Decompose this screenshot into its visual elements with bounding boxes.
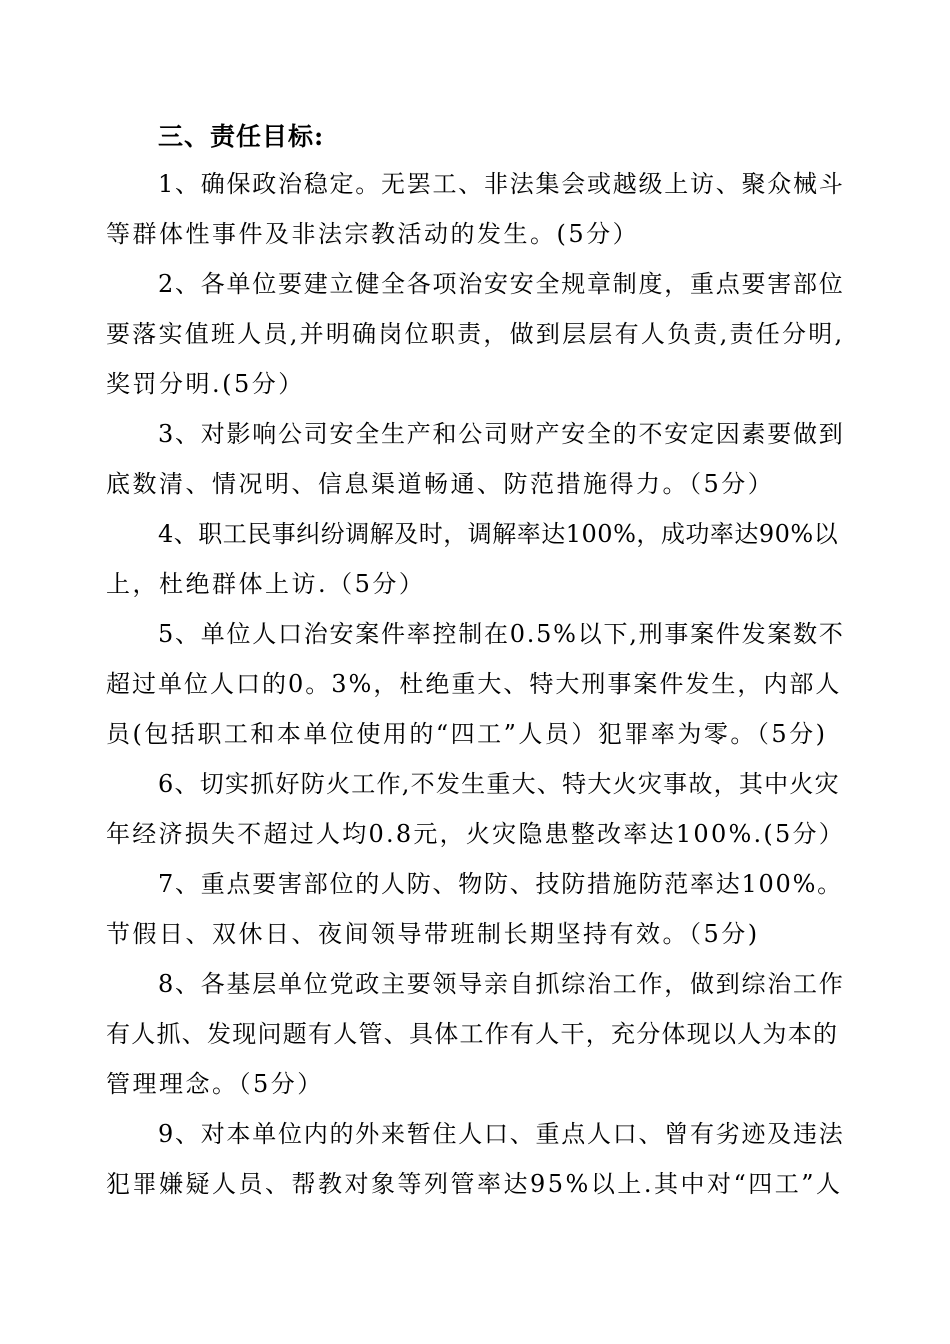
text-line: 7、重点要害部位的人防、物防、技防措施防范率达100%。 bbox=[158, 870, 843, 898]
text-line: 上，杜绝群体上访.（5分） bbox=[106, 570, 426, 598]
text-line: 有人抓、发现问题有人管、具体工作有人干，充分体现以人为本的 bbox=[106, 1020, 839, 1048]
text-line: 奖罚分明.(5分） bbox=[106, 370, 305, 398]
text-line: 3、对影响公司安全生产和公司财产安全的不安定因素要做到 bbox=[158, 420, 845, 448]
text-line: 6、切实抓好防火工作,不发生重大、特大火灾事故，其中火灾 bbox=[158, 770, 840, 798]
text-line: 9、对本单位内的外来暂住人口、重点人口、曾有劣迹及违法 bbox=[158, 1120, 845, 1148]
text-line: 超过单位人口的0。3%，杜绝重大、特大刑事案件发生，内部人 bbox=[106, 670, 842, 698]
text-line: 节假日、双休日、夜间领导带班制长期坚持有效。（5分) bbox=[106, 920, 760, 948]
text-line: 8、各基层单位党政主要领导亲自抓综治工作，做到综治工作 bbox=[158, 970, 845, 998]
text-line: 4、职工民事纠纷调解及时，调解率达100%，成功率达90%以 bbox=[158, 520, 839, 548]
text-line: 5、单位人口治安案件率控制在0.5%以下,刑事案件发案数不 bbox=[158, 620, 845, 648]
text-line: 犯罪嫌疑人员、帮教对象等列管率达95%以上.其中对“四工”人 bbox=[106, 1170, 843, 1198]
text-line: 年经济损失不超过人均0.8元，火灾隐患整改率达100%.(5分） bbox=[106, 820, 846, 848]
text-line: 底数清、情况明、信息渠道畅通、防范措施得力。（5分） bbox=[106, 470, 775, 498]
text-line: 2、各单位要建立健全各项治安安全规章制度，重点要害部位 bbox=[158, 270, 845, 298]
text-line: 等群体性事件及非法宗教活动的发生。(5分） bbox=[106, 220, 640, 248]
text-line: 员(包括职工和本单位使用的“四工”人员）犯罪率为零。（5分) bbox=[106, 720, 828, 748]
text-line: 管理理念。（5分） bbox=[106, 1070, 324, 1098]
text-line: 要落实值班人员,并明确岗位职责，做到层层有人负责,责任分明, bbox=[106, 320, 845, 348]
text-line: 1、确保政治稳定。无罢工、非法集会或越级上访、聚众械斗 bbox=[158, 170, 845, 198]
section-heading: 三、责任目标: bbox=[158, 122, 325, 151]
